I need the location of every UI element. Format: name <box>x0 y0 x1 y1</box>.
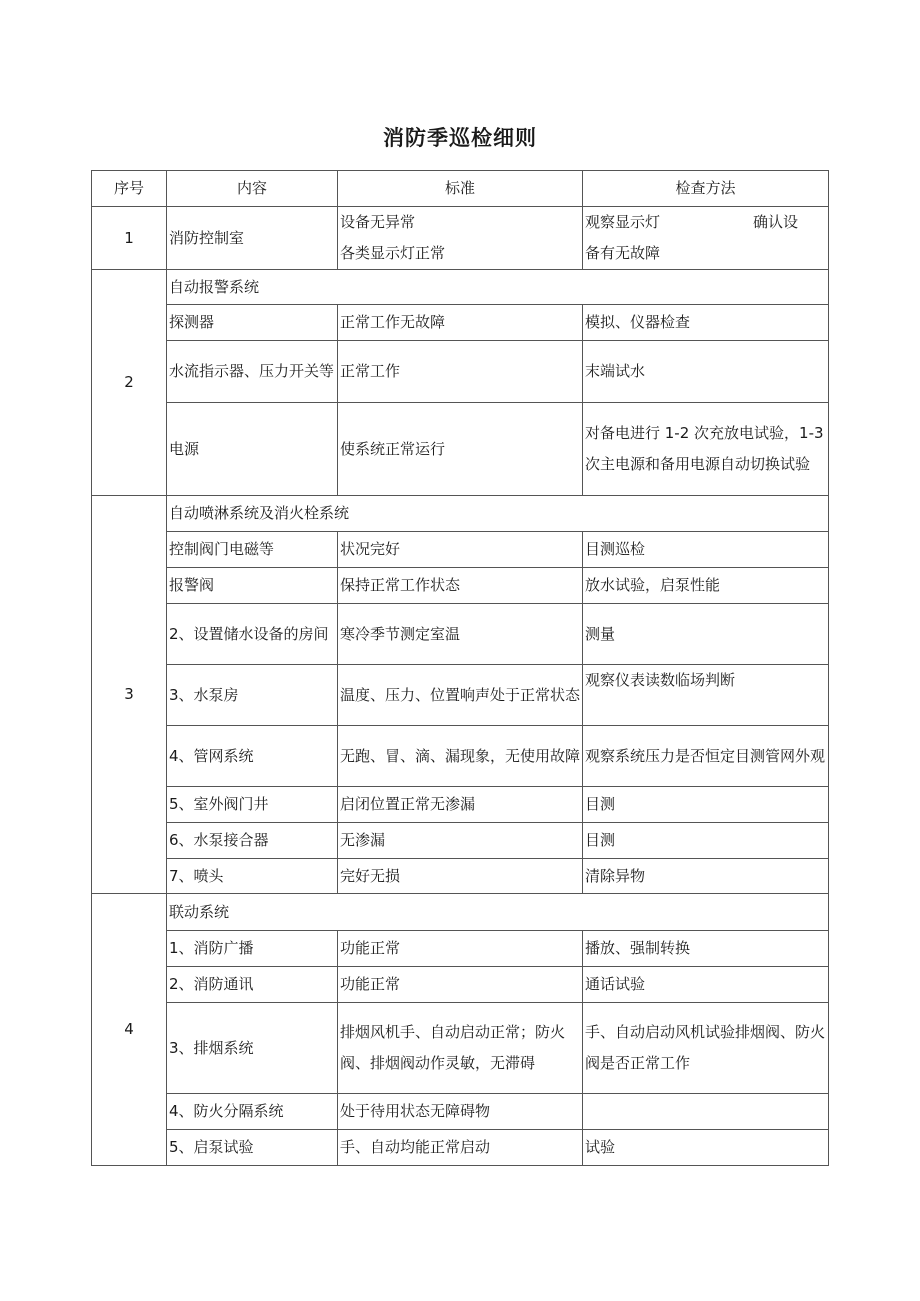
table-row <box>92 967 829 1003</box>
table-row <box>92 823 829 859</box>
table-row <box>92 207 829 270</box>
cell-method: 观察仪表读数临场判断 <box>583 665 829 726</box>
table-row <box>92 665 829 726</box>
row-number: 3 <box>92 496 167 894</box>
standard-line: 各类显示灯正常 <box>340 244 446 262</box>
table-row <box>92 403 829 496</box>
inspection-table <box>91 170 829 1166</box>
cell-content: 7、喷头 <box>167 859 338 894</box>
cell-method <box>583 207 829 270</box>
cell-content: 6、水泵接合器 <box>167 823 338 859</box>
cell-standard: 功能正常 <box>338 931 583 967</box>
cell-standard: 温度、压力、位置响声处于正常状态 <box>338 665 583 726</box>
row-number: 2 <box>92 270 167 496</box>
cell-content: 控制阀门电磁等 <box>167 532 338 568</box>
cell-content: 2、设置储水设备的房间 <box>167 604 338 665</box>
header-method: 检查方法 <box>583 171 829 207</box>
cell-content: 4、防火分隔系统 <box>167 1094 338 1130</box>
table-row <box>92 604 829 665</box>
table-row <box>92 532 829 568</box>
section-heading-row <box>92 496 829 532</box>
cell-method: 放水试验，启泵性能 <box>583 568 829 604</box>
table-row <box>92 341 829 403</box>
cell-method <box>583 1094 829 1130</box>
table-row <box>92 1003 829 1094</box>
cell-content: 消防控制室 <box>167 207 338 270</box>
header-content: 内容 <box>167 171 338 207</box>
section-heading: 自动报警系统 <box>167 270 829 305</box>
cell-method: 观察系统压力是否恒定目测管网外观 <box>583 726 829 787</box>
table-row <box>92 1130 829 1166</box>
section-heading: 联动系统 <box>167 894 829 931</box>
cell-method: 模拟、仪器检查 <box>583 305 829 341</box>
table-row <box>92 859 829 894</box>
cell-method: 清除异物 <box>583 859 829 894</box>
row-number: 1 <box>92 207 167 270</box>
cell-content: 5、启泵试验 <box>167 1130 338 1166</box>
cell-method: 目测巡检 <box>583 532 829 568</box>
cell-content: 5、室外阀门井 <box>167 787 338 823</box>
cell-content: 3、排烟系统 <box>167 1003 338 1094</box>
cell-standard: 正常工作 <box>338 341 583 403</box>
method-text: 观察显示灯 <box>585 213 661 231</box>
cell-standard: 手、自动均能正常启动 <box>338 1130 583 1166</box>
cell-standard: 使系统正常运行 <box>338 403 583 496</box>
cell-content: 探测器 <box>167 305 338 341</box>
page-title: 消防季巡检细则 <box>383 126 537 150</box>
cell-standard: 完好无损 <box>338 859 583 894</box>
cell-method: 播放、强制转换 <box>583 931 829 967</box>
standard-line: 设备无异常 <box>340 213 416 231</box>
cell-content: 1、消防广播 <box>167 931 338 967</box>
cell-content: 4、管网系统 <box>167 726 338 787</box>
cell-standard: 状况完好 <box>338 532 583 568</box>
cell-standard: 功能正常 <box>338 967 583 1003</box>
cell-content: 3、水泵房 <box>167 665 338 726</box>
cell-method: 测量 <box>583 604 829 665</box>
section-heading-row <box>92 894 829 931</box>
cell-method: 对备电进行 1-2 次充放电试验，1-3 次主电源和备用电源自动切换试验 <box>583 403 829 496</box>
section-heading: 自动喷淋系统及消火栓系统 <box>167 496 829 532</box>
cell-content: 水流指示器、压力开关等 <box>167 341 338 403</box>
cell-standard: 排烟风机手、自动启动正常；防火阀、排烟阀动作灵敏，无滞碍 <box>338 1003 583 1094</box>
cell-standard <box>338 207 583 270</box>
table-row <box>92 1094 829 1130</box>
cell-standard: 寒冷季节测定室温 <box>338 604 583 665</box>
cell-method: 目测 <box>583 823 829 859</box>
header-standard: 标准 <box>338 171 583 207</box>
section-heading-row <box>92 270 829 305</box>
cell-standard: 启闭位置正常无渗漏 <box>338 787 583 823</box>
table-row <box>92 787 829 823</box>
cell-method: 通话试验 <box>583 967 829 1003</box>
cell-method: 手、自动启动风机试验排烟阀、防火阀是否正常工作 <box>583 1003 829 1094</box>
cell-method: 试验 <box>583 1130 829 1166</box>
table-row <box>92 931 829 967</box>
table-row <box>92 726 829 787</box>
cell-content: 报警阀 <box>167 568 338 604</box>
method-text: 确认设 <box>752 213 798 231</box>
cell-standard: 无渗漏 <box>338 823 583 859</box>
table-row <box>92 568 829 604</box>
cell-standard: 无跑、冒、滴、漏现象，无使用故障 <box>338 726 583 787</box>
table-row <box>92 305 829 341</box>
cell-method: 目测 <box>583 787 829 823</box>
cell-standard: 正常工作无故障 <box>338 305 583 341</box>
cell-method: 末端试水 <box>583 341 829 403</box>
cell-standard: 处于待用状态无障碍物 <box>338 1094 583 1130</box>
method-line <box>585 207 828 238</box>
table-header-row <box>92 171 829 207</box>
cell-content: 电源 <box>167 403 338 496</box>
cell-content: 2、消防通讯 <box>167 967 338 1003</box>
header-no: 序号 <box>92 171 167 207</box>
cell-standard: 保持正常工作状态 <box>338 568 583 604</box>
row-number: 4 <box>92 894 167 1166</box>
method-line: 备有无故障 <box>585 244 661 262</box>
